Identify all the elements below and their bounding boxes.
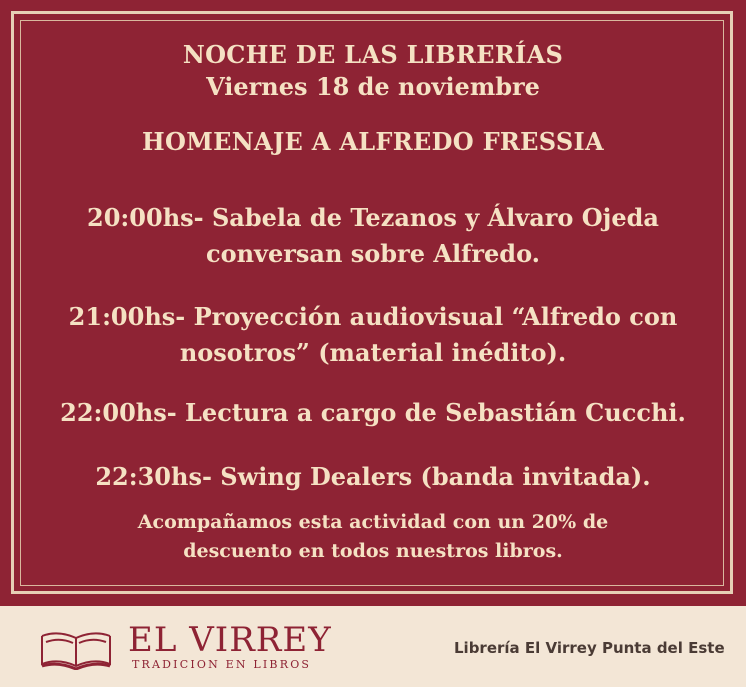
discount-note: [0, 508, 746, 566]
event-line: nosotros” (material inédito).: [179, 338, 567, 367]
discount-note-line: Acompañamos esta actividad con un 20% de: [137, 511, 609, 533]
poster-title: NOCHE DE LAS LIBRERÍAS: [182, 40, 564, 69]
poster-date: Viernes 18 de noviembre: [206, 72, 540, 101]
event-item-2230: [0, 459, 746, 495]
store-name: Librería El Virrey Punta del Este: [454, 639, 725, 657]
brand-logo-name: EL VIRREY: [128, 620, 332, 660]
event-line: 22:30hs- Swing Dealers (banda invitada).: [95, 462, 651, 491]
event-line: 21:00hs- Proyección audiovisual “Alfredo con: [68, 302, 678, 331]
brand-logo-tagline: TRADICION EN LIBROS: [132, 658, 312, 671]
event-item-2100: [0, 299, 746, 371]
event-item-2200: [0, 395, 746, 431]
discount-note-line: descuento en todos nuestros libros.: [183, 540, 563, 562]
poster-tribute-heading: HOMENAJE A ALFREDO FRESSIA: [142, 127, 604, 156]
open-book-icon: [40, 630, 112, 670]
footer-bar: [0, 606, 746, 687]
event-item-2000: [0, 200, 746, 272]
event-line: 20:00hs- Sabela de Tezanos y Álvaro Ojeda: [87, 203, 659, 232]
event-line: conversan sobre Alfredo.: [205, 239, 541, 268]
event-line: 22:00hs- Lectura a cargo de Sebastián Cucchi.: [60, 398, 686, 427]
